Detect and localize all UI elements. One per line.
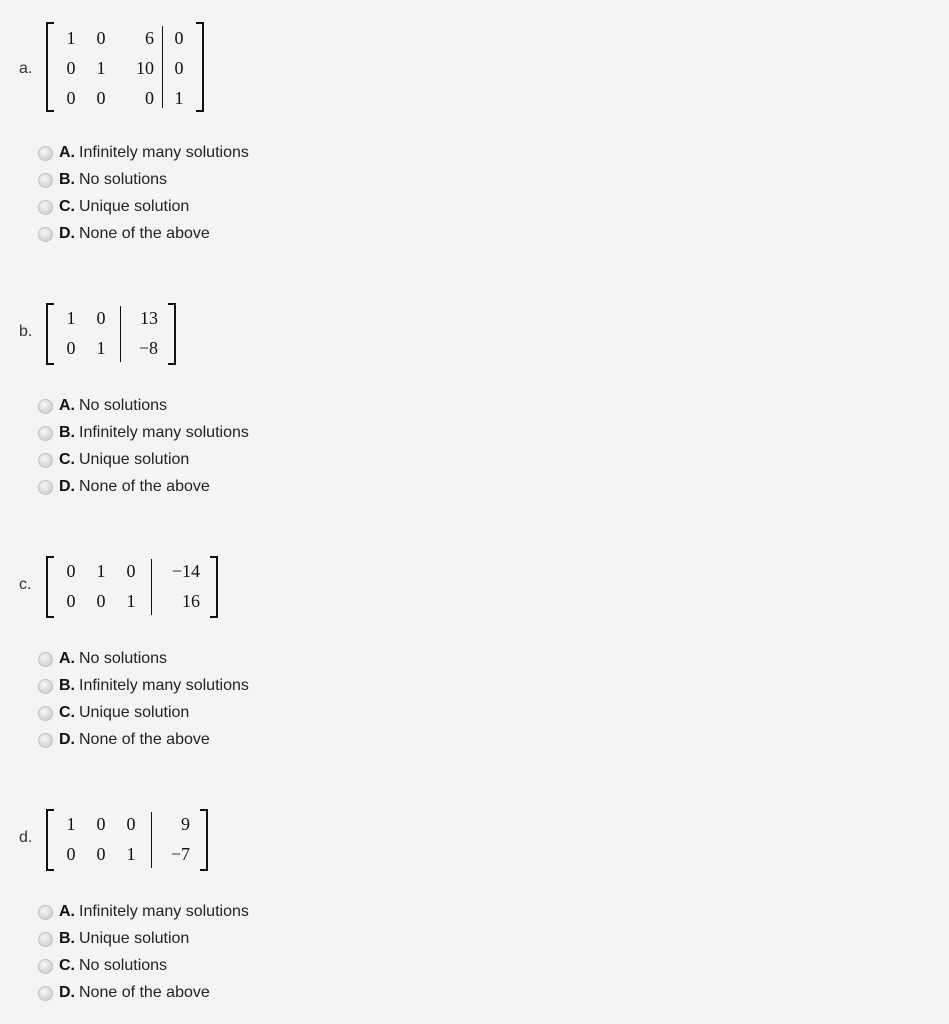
matrix-cell: 0: [66, 88, 76, 108]
radio-button[interactable]: [38, 932, 53, 947]
option-d[interactable]: [38, 982, 210, 1004]
matrix-cell: 1: [96, 561, 106, 581]
option-letter: D.: [59, 225, 75, 242]
option-text: Unique solution: [79, 198, 190, 215]
option-text: Unique solution: [79, 451, 190, 468]
option-c[interactable]: [38, 955, 167, 977]
option-text: No solutions: [79, 650, 168, 667]
radio-button[interactable]: [38, 706, 53, 721]
matrix-cell: 0: [96, 28, 106, 48]
right-bracket: [196, 22, 204, 112]
option-a[interactable]: [38, 395, 167, 417]
problem-b: [0, 253, 949, 503]
problem-c: [0, 506, 949, 756]
radio-button[interactable]: [38, 480, 53, 495]
matrix-cell: 0: [145, 88, 154, 108]
left-bracket: [46, 556, 54, 618]
option-text: None of the above: [79, 984, 210, 1001]
matrix-cell: 0: [66, 844, 76, 864]
option-text: None of the above: [79, 731, 210, 748]
augmented-matrix: [46, 556, 218, 618]
augment-divider: [151, 812, 152, 868]
matrix-cell: 0: [96, 308, 106, 328]
matrix-cell: 1: [174, 88, 184, 108]
matrix-cell: 16: [182, 591, 200, 611]
matrix-cell: 13: [140, 308, 158, 328]
radio-button[interactable]: [38, 453, 53, 468]
option-letter: B.: [59, 424, 75, 441]
left-bracket: [46, 22, 54, 112]
radio-button[interactable]: [38, 652, 53, 667]
matrix-cell: 0: [96, 814, 106, 834]
radio-button[interactable]: [38, 733, 53, 748]
matrix-cell: 0: [96, 88, 106, 108]
matrix-cell: 1: [96, 338, 106, 358]
augment-divider: [162, 26, 163, 108]
option-c[interactable]: [38, 702, 189, 724]
option-letter: A.: [59, 903, 75, 920]
option-letter: C.: [59, 957, 75, 974]
matrix-cell: 0: [66, 58, 76, 78]
option-letter: D.: [59, 478, 75, 495]
option-letter: B.: [59, 171, 75, 188]
augmented-matrix: [46, 303, 176, 365]
matrix-cell: −8: [138, 338, 158, 358]
option-a[interactable]: [38, 901, 249, 923]
matrix-cell: −7: [170, 844, 190, 864]
problem-a: [0, 0, 949, 250]
matrix-cell: 1: [66, 28, 76, 48]
left-bracket: [46, 809, 54, 871]
matrix-cell: 1: [66, 308, 76, 328]
matrix-cell: 0: [126, 814, 136, 834]
radio-button[interactable]: [38, 426, 53, 441]
option-text: No solutions: [79, 957, 168, 974]
augmented-matrix: [46, 809, 208, 871]
radio-button[interactable]: [38, 146, 53, 161]
option-letter: B.: [59, 930, 75, 947]
option-text: Infinitely many solutions: [79, 424, 249, 441]
option-text: Unique solution: [79, 704, 190, 721]
problem-d: [0, 759, 949, 1009]
radio-button[interactable]: [38, 986, 53, 1001]
matrix-cell: 9: [181, 814, 190, 834]
radio-button[interactable]: [38, 399, 53, 414]
matrix-cell: 1: [126, 591, 136, 611]
matrix-cell: 1: [66, 814, 76, 834]
problem-label: a.: [19, 60, 33, 77]
radio-button[interactable]: [38, 227, 53, 242]
matrix-cell: 0: [96, 844, 106, 864]
right-bracket: [200, 809, 208, 871]
radio-button[interactable]: [38, 905, 53, 920]
option-d[interactable]: [38, 729, 210, 751]
radio-button[interactable]: [38, 959, 53, 974]
matrix-cell: 0: [66, 338, 76, 358]
option-b[interactable]: [38, 928, 189, 950]
augmented-matrix: [46, 22, 204, 112]
problem-label: b.: [19, 323, 33, 340]
matrix-cell: 0: [174, 28, 184, 48]
option-text: Infinitely many solutions: [79, 903, 249, 920]
option-d[interactable]: [38, 223, 210, 245]
option-text: Infinitely many solutions: [79, 144, 249, 161]
matrix-cell: 0: [66, 591, 76, 611]
radio-button[interactable]: [38, 173, 53, 188]
matrix-cell: 0: [66, 561, 76, 581]
option-c[interactable]: [38, 449, 189, 471]
option-letter: C.: [59, 451, 75, 468]
option-c[interactable]: [38, 196, 189, 218]
matrix-cell: 1: [96, 58, 106, 78]
matrix-cell: 1: [126, 844, 136, 864]
matrix-cell: 10: [136, 58, 154, 78]
option-letter: C.: [59, 704, 75, 721]
matrix-cell: 0: [126, 561, 136, 581]
option-text: Infinitely many solutions: [79, 677, 249, 694]
matrix-cell: 0: [174, 58, 184, 78]
radio-button[interactable]: [38, 200, 53, 215]
option-b[interactable]: [38, 169, 167, 191]
option-text: None of the above: [79, 478, 210, 495]
option-d[interactable]: [38, 476, 210, 498]
matrix-cell: 0: [96, 591, 106, 611]
matrix-cell: 6: [145, 28, 154, 48]
option-text: Unique solution: [79, 930, 190, 947]
option-letter: C.: [59, 198, 75, 215]
option-letter: D.: [59, 731, 75, 748]
option-letter: A.: [59, 144, 75, 161]
option-text: No solutions: [79, 171, 168, 188]
problem-label: c.: [19, 576, 32, 593]
augment-divider: [151, 559, 152, 615]
option-letter: D.: [59, 984, 75, 1001]
left-bracket: [46, 303, 54, 365]
augment-divider: [120, 306, 121, 362]
option-letter: A.: [59, 397, 75, 414]
right-bracket: [210, 556, 218, 618]
right-bracket: [168, 303, 176, 365]
option-letter: A.: [59, 650, 75, 667]
problem-label: d.: [19, 829, 33, 846]
option-a[interactable]: [38, 142, 249, 164]
radio-button[interactable]: [38, 679, 53, 694]
option-letter: B.: [59, 677, 75, 694]
option-text: None of the above: [79, 225, 210, 242]
option-b[interactable]: [38, 422, 249, 444]
option-text: No solutions: [79, 397, 168, 414]
option-a[interactable]: [38, 648, 167, 670]
option-b[interactable]: [38, 675, 249, 697]
matrix-cell: −14: [171, 561, 200, 581]
